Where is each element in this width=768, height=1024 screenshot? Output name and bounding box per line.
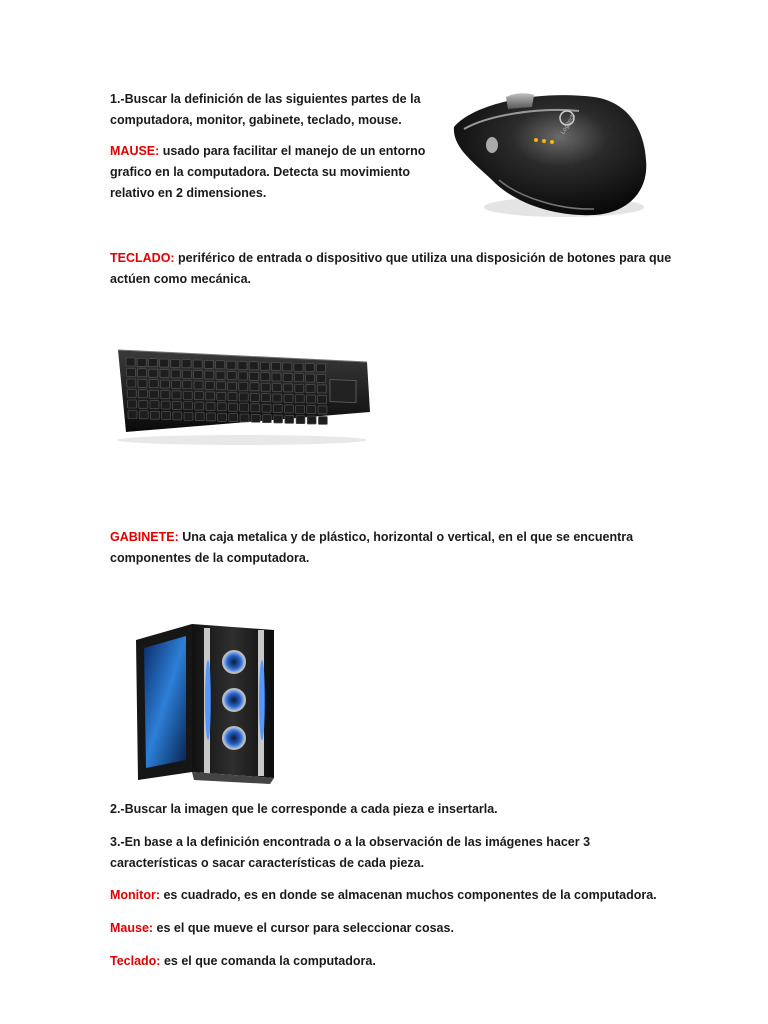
keyboard-key [195,413,204,421]
keyboard-key [127,379,136,387]
keyboard-key [184,412,193,420]
keyboard-key [162,412,171,420]
keyboard-key [251,404,260,412]
mause-label: MAUSE: [110,144,160,158]
keyboard-key [128,411,137,419]
teclado-definition [110,248,671,290]
keyboard-key [172,380,181,388]
keyboard-key [126,358,135,366]
keyboard-key [194,392,203,400]
keyboard-key [139,400,148,408]
keyboard-key [160,380,169,388]
keyboard-key [284,384,293,392]
keyboard-key [294,374,303,382]
keyboard-key [205,371,214,379]
keyboard-key [150,411,159,419]
keyboard-key [138,369,147,377]
keyboard-key [171,359,180,367]
mause-text-3: relativo en 2 dimensiones. [110,186,267,200]
keyboard-key [295,395,304,403]
keyboard-key [283,363,292,371]
keyboard-key [228,382,237,390]
keyboard-key [273,405,282,413]
keyboard-key [183,381,192,389]
keyboard-key [262,394,271,402]
keyboard-key [305,364,314,372]
keyboard-key [217,403,226,411]
keyboard-key [306,385,315,393]
keyboard-key [148,359,157,367]
keyboard-key [272,384,281,392]
answer-monitor-text: es cuadrado, es en donde se almacenan muchos componentes de la computadora. [159,888,657,902]
keyboard-key [317,374,326,382]
keyboard-key [184,402,193,410]
keyboard-key [126,369,135,377]
keyboard-key [295,384,304,392]
keyboard-key [194,371,203,379]
gabinete-text-2: componentes de la computadora. [110,551,310,565]
keyboard-key [283,373,292,381]
answer-monitor-label: Monitor: [110,888,160,902]
gabinete-label: GABINETE: [110,530,179,544]
keyboard-key [182,370,191,378]
keyboard-key [160,359,169,367]
keyboard-key [161,401,170,409]
keyboard-key [204,360,213,368]
keyboard-key [195,402,204,410]
keyboard-key [193,360,202,368]
keyboard-key [274,415,283,423]
keyboard-key [149,369,158,377]
question-3-line-2: características o sacar características de cada pieza. [110,856,425,870]
keyboard-key [150,401,159,409]
keyboard-key [318,406,327,414]
keyboard-key [240,404,249,412]
keyboard-key [172,391,181,399]
teclado-label: TECLADO: [110,251,175,265]
keyboard-key [161,391,170,399]
keyboard-key [194,381,203,389]
keyboard-key [284,394,293,402]
keyboard-key [240,414,249,422]
answer-monitor [110,885,657,906]
keyboard-key [127,390,136,398]
keyboard-key [249,362,258,370]
question-3 [110,832,590,874]
keyboard-key [205,381,214,389]
keyboard-key [239,393,248,401]
keyboard-key [261,383,270,391]
keyboard-key [138,390,147,398]
keyboard-key [250,383,259,391]
keyboard-key [296,405,305,413]
keyboard-key [149,380,158,388]
mouse-brand-text: Logitech [560,112,577,136]
keyboard-key [317,385,326,393]
keyboard-key [272,363,281,371]
keyboard-key [272,373,281,381]
gabinete-definition [110,527,633,569]
keyboard-key [216,382,225,390]
keyboard-key [251,414,260,422]
keyboard-key [216,371,225,379]
keyboard-key [294,363,303,371]
computer-case-image [134,622,278,786]
keyboard-key [137,358,146,366]
keyboard-key [216,361,225,369]
keyboard-key [307,406,316,414]
question-1 [110,89,421,131]
keyboard-key [250,372,259,380]
keyboard-key [228,403,237,411]
keyboard-key [229,414,238,422]
keyboard-key [238,372,247,380]
gabinete-text-1: Una caja metalica y de plástico, horizontal o vertical, en el que se encuentra [178,530,634,544]
keyboard-key [318,416,327,424]
answer-mause-label: Mause: [110,921,154,935]
keyboard-key [128,400,137,408]
keyboard-key [239,383,248,391]
question-2: 2.-Buscar la imagen que le corresponde a cada pieza e insertarla. [110,802,498,816]
keyboard-key [262,404,271,412]
keyboard-key [138,379,147,387]
keyboard-key [273,394,282,402]
keyboard-key [172,401,181,409]
question-1-line-1: 1.-Buscar la definición de las siguientes partes de la [110,92,421,106]
keyboard-key [183,391,192,399]
mouse-image [444,85,654,225]
mause-text-1: usado para facilitar el manejo de un entorno [159,144,426,158]
keyboard-key [316,364,325,372]
teclado-text-1: periférico de entrada o dispositivo que utiliza una disposición de botones para que [174,251,672,265]
keyboard-image [112,340,374,450]
answer-teclado-text: es el que comanda la computadora. [160,954,376,968]
keyboard-key [238,362,247,370]
question-3-line-1: 3.-En base a la definición encontrada o a la observación de las imágenes hacer 3 [110,835,591,849]
keyboard-key [250,393,259,401]
answer-teclado [110,951,376,972]
keyboard-key [262,415,271,423]
answer-mause [110,918,454,939]
keyboard-key [261,373,270,381]
keyboard-key [150,390,159,398]
keyboard-key [260,362,269,370]
teclado-text-2: actúen como mecánica. [110,272,252,286]
answer-teclado-label: Teclado: [110,954,161,968]
keyboard-key [306,374,315,382]
keyboard-key [228,393,237,401]
answer-mause-text: es el que mueve el cursor para seleccionar cosas. [153,921,454,935]
keyboard-key [182,360,191,368]
mause-text-2: grafico en la computadora. Detecta su movimiento [110,165,411,179]
keyboard-key [206,413,215,421]
keyboard-key [285,415,294,423]
keyboard-key [171,370,180,378]
keyboard-key [296,416,305,424]
keyboard-key [307,416,316,424]
keyboard-key [173,412,182,420]
mause-definition [110,141,425,204]
keyboard-key [139,411,148,419]
keyboard-key [227,372,236,380]
keyboard-key [206,392,215,400]
keyboard-key [284,405,293,413]
keyboard-key [218,413,227,421]
keyboard-key [206,402,215,410]
keyboard-key [318,395,327,403]
keyboard-key [160,370,169,378]
keyboard-key [227,361,236,369]
question-1-line-2: computadora, monitor, gabinete, teclado, mouse. [110,113,402,127]
keyboard-key [306,395,315,403]
keyboard-key [217,392,226,400]
